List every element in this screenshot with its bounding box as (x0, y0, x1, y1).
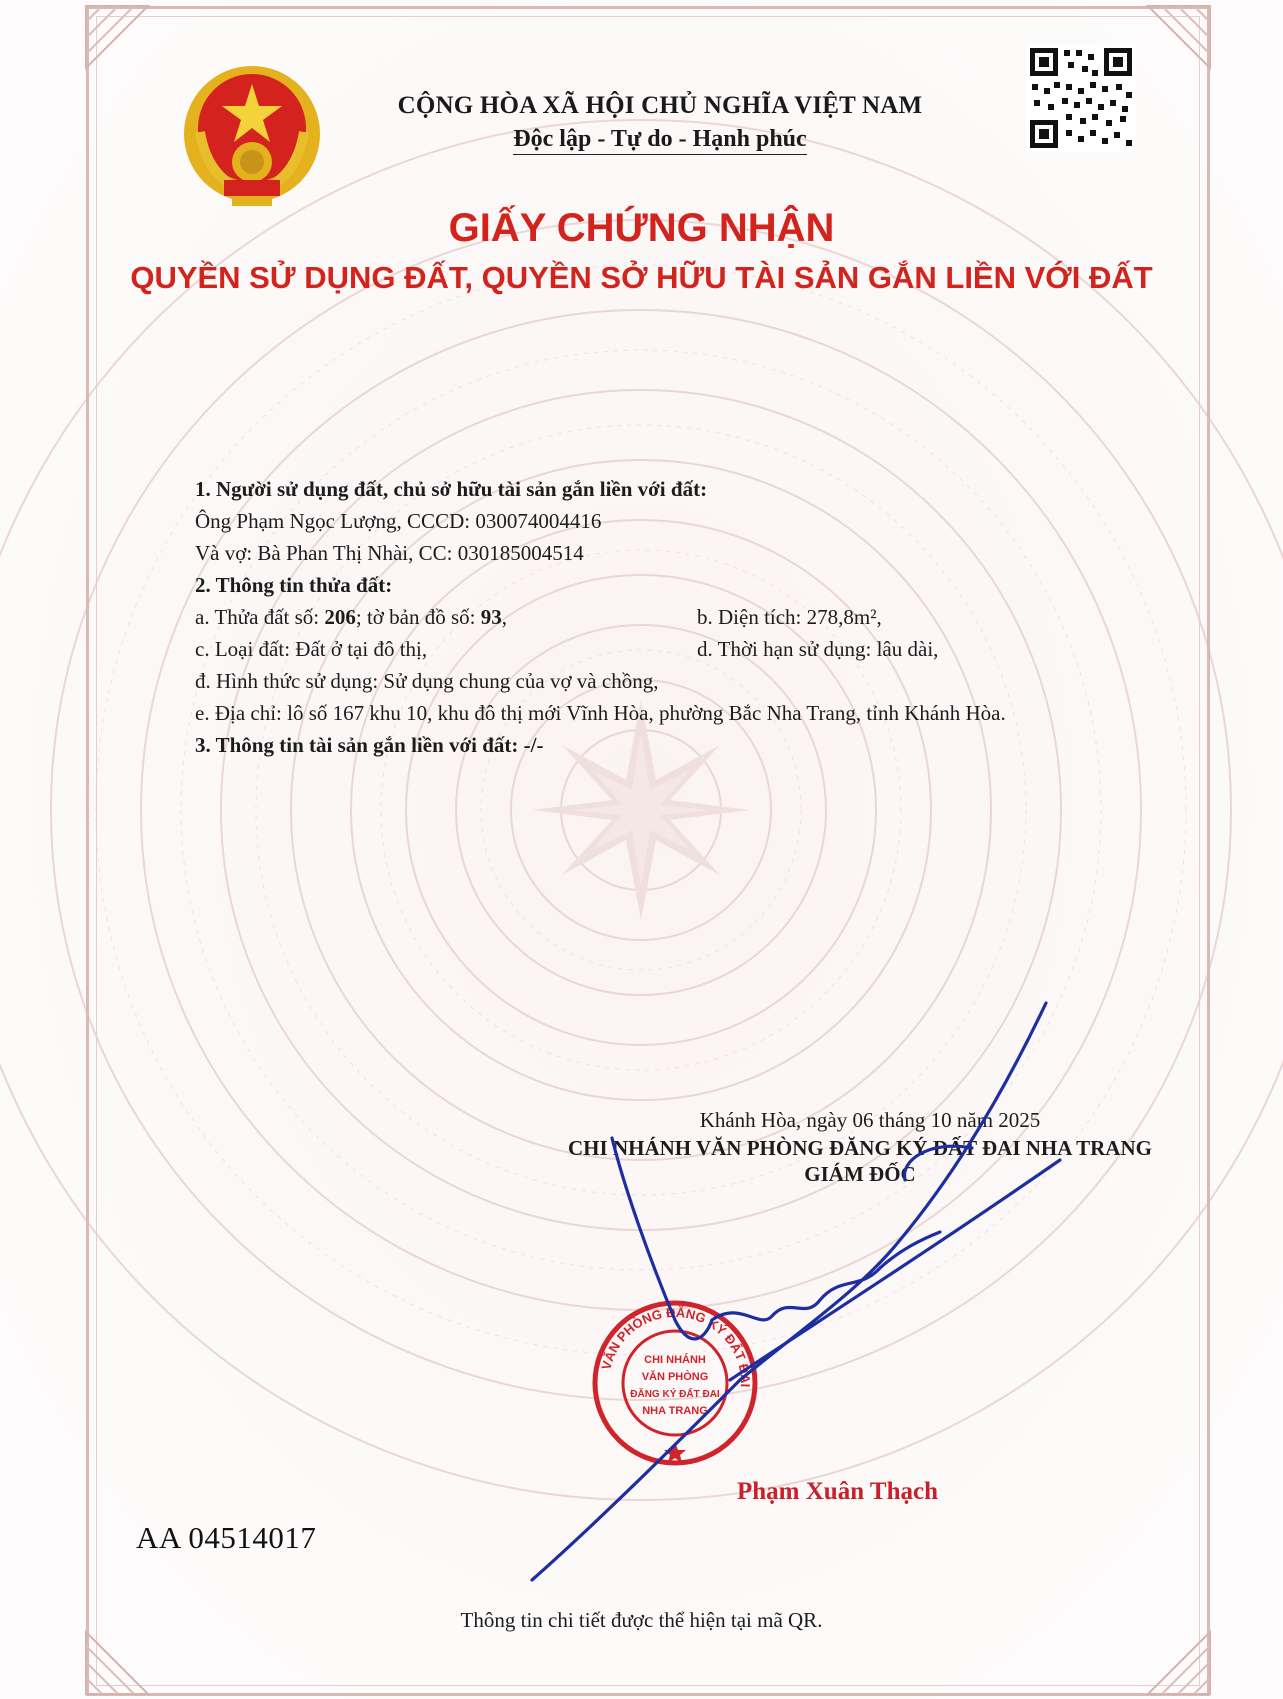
usage-form-line: đ. Hình thức sử dụng: Sử dụng chung của vợ và chồng, (195, 669, 659, 693)
nation-title: CỘNG HÒA XÃ HỘI CHỦ NGHĨA VIỆT NAM (397, 92, 923, 119)
signer-name: Phạm Xuân Thạch (737, 1478, 938, 1505)
parcel-line (195, 605, 507, 630)
qr-code-icon[interactable] (1026, 44, 1136, 152)
map-sheet-number: 93 (480, 605, 502, 629)
owner-line: Ông Phạm Ngọc Lượng, CCCD: 030074004416 (195, 509, 602, 533)
certificate-title: GIẤY CHỨNG NHẬN (448, 206, 835, 250)
signer-position: GIÁM ĐỐC (804, 1162, 916, 1186)
national-motto (340, 126, 980, 153)
serial-number: AA 04514017 (136, 1520, 317, 1555)
footer-note: Thông tin chi tiết được thể hiện tại mã QR. (460, 1608, 823, 1632)
map-sheet-label: ; tờ bản đồ số: (355, 605, 481, 629)
corner-ornament-icon (82, 1628, 152, 1698)
seal-line-1: CHI NHÁNH (644, 1354, 706, 1366)
section1-heading: 1. Người sử dụng đất, chủ sở hữu tài sản gắn liền với đất: (195, 477, 708, 501)
official-seal-icon (590, 1298, 760, 1468)
term-line: d. Thời hạn sử dụng: lâu dài, (697, 637, 939, 661)
address-line: e. Địa chỉ: lô số 167 khu 10, khu đô thị mới Vĩnh Hòa, phường Bắc Nha Trang, tỉnh Khánh Hòa. (195, 701, 1006, 725)
place-date: Khánh Hòa, ngày 06 tháng 10 năm 2025 (699, 1108, 1041, 1132)
national-emblem-icon (178, 62, 326, 212)
seal-ring-text-path: VĂN PHÒNG ĐĂNG KÝ ĐẤT ĐAI (598, 1304, 754, 1388)
parcel-label: a. Thửa đất số: (195, 605, 325, 629)
spouse-line: Và vợ: Bà Phan Thị Nhài, CC: 030185004514 (195, 541, 584, 565)
national-motto-text: Độc lập - Tự do - Hạnh phúc (513, 126, 806, 155)
certificate-subtitle: QUYỀN SỬ DỤNG ĐẤT, QUYỀN SỞ HỮU TÀI SẢN GẮN LIỀN VỚI ĐẤT (130, 260, 1153, 295)
seal-line-3: ĐĂNG KÝ ĐẤT ĐAI (630, 1389, 720, 1400)
parcel-line-end: , (501, 605, 507, 629)
seal-line-4: NHA TRANG (642, 1405, 708, 1417)
corner-ornament-icon (82, 2, 152, 72)
issuing-office: CHI NHÁNH VĂN PHÒNG ĐĂNG KÝ ĐẤT ĐAI NHA TRANG (568, 1136, 1152, 1160)
land-type-line: c. Loại đất: Đất ở tại đô thị, (195, 637, 428, 661)
area-line: b. Diện tích: 278,8m², (697, 605, 882, 629)
section2-heading: 2. Thông tin thửa đất: (195, 573, 393, 597)
corner-ornament-icon (1144, 2, 1214, 72)
corner-ornament-icon (1144, 1628, 1214, 1698)
seal-line-2: VĂN PHÒNG (641, 1371, 709, 1383)
section3-heading: 3. Thông tin tài sản gắn liền với đất: -/- (195, 733, 544, 757)
parcel-number: 206 (324, 605, 356, 629)
